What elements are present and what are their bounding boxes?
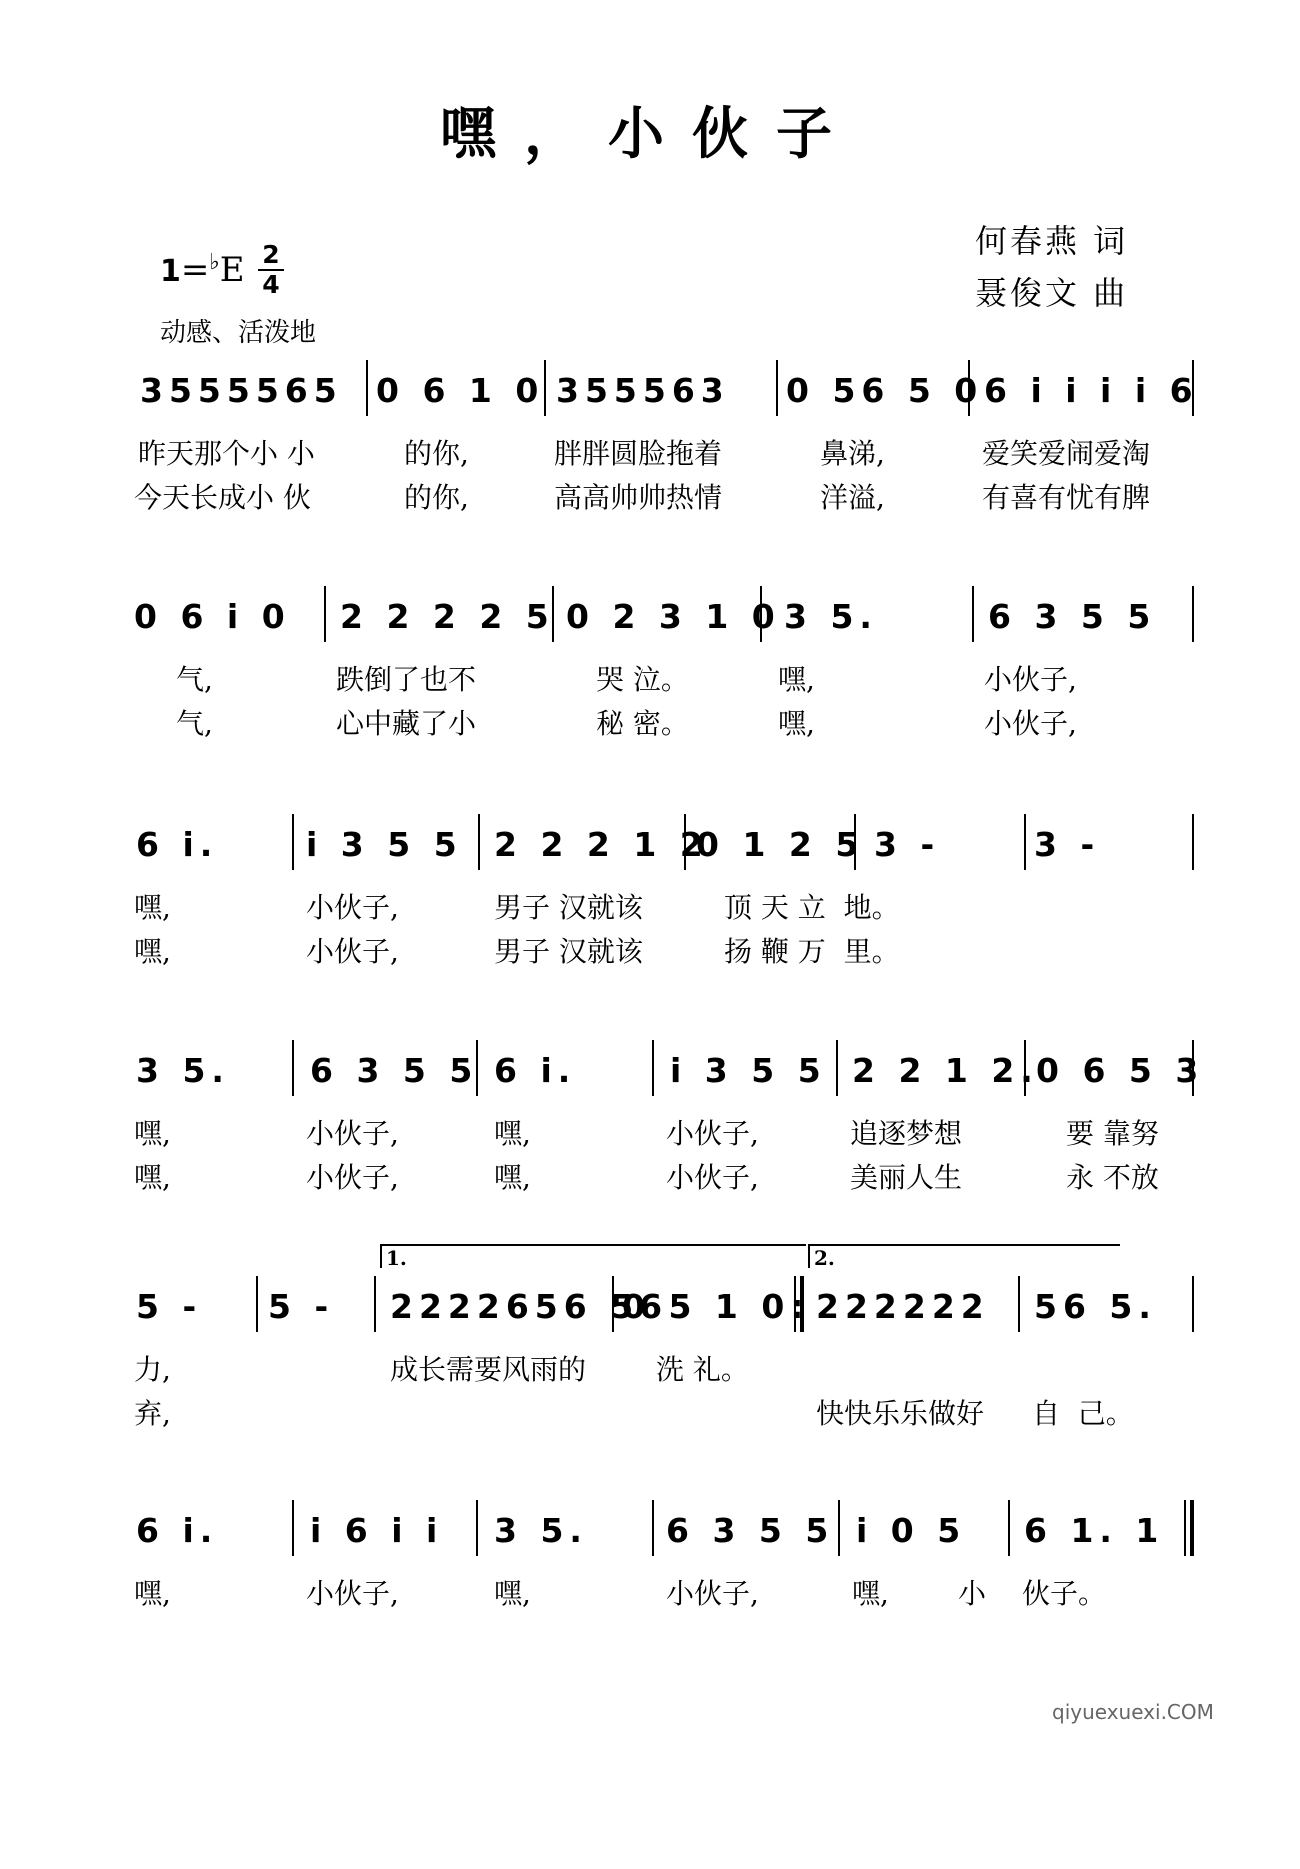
lyric: 嘿, [134,1577,171,1610]
lyric: 鼻涕, [820,437,885,470]
lyric: 嘿, [852,1577,889,1610]
measure: i 3 5 5 [670,1051,827,1090]
measure: 2 2 1 2. [852,1051,1039,1090]
lyric: 嘿, [134,935,171,968]
lyric: 嘿, [494,1117,531,1150]
measure: 222222 [816,1287,990,1326]
measure: 6 3 5 5 [988,597,1157,636]
flat-sign: ♭ [209,250,220,275]
measure: 6 3 5 5 [310,1051,479,1090]
lyrics-verse-1 [0,1348,1300,1388]
measure: 6 i. [494,1051,577,1090]
measure: 0 5 1 0: [622,1287,810,1326]
credits [975,215,1128,319]
lyric: 爱笑爱闹爱淘 [982,437,1151,470]
lyric: 嘿, [494,1577,531,1610]
composer-credit: 聂俊文 曲 [975,274,1129,312]
measure: 0 6 5 3 [1036,1051,1205,1090]
lyric: 洋溢, [820,481,885,514]
lyric: 小伙子, [306,935,399,968]
lyric: 自 己。 [1032,1397,1134,1430]
lyric: 男子 汉就该 [494,935,643,968]
lyrics-verse-1 [0,658,1300,698]
notes-row [0,1284,1300,1330]
lyric: 洗 礼。 [656,1353,749,1386]
measure: 2 2 2 2 5 [340,597,555,636]
lyric: 嘿, [778,663,815,696]
lyrics-verse-2 [0,930,1300,970]
lyric: 气, [176,707,213,740]
lyric: 快快乐乐做好 [816,1397,985,1430]
measure: 3 5. [494,1511,588,1550]
measure: i 3 5 5 [306,825,463,864]
lyric: 气, [176,663,213,696]
time-signature [258,242,284,298]
lyric: 胖胖圆脸拖着 [554,437,723,470]
lyric: 小伙子, [306,891,399,924]
tempo-marking: 动感、活泼地 [160,318,317,348]
key-equals: = [180,250,210,290]
measure: i 6 i i [310,1511,444,1550]
measure: 3 - [874,825,941,864]
measure: 6 i i i i 6 [984,371,1199,410]
measure: 355563 [556,371,730,410]
lyric: 成长需要风雨的 [390,1353,587,1386]
measure: 6 1. 1 [1024,1511,1165,1550]
lyric: 男子 汉就该 [494,891,643,924]
notes-row [0,594,1300,640]
key-signature [160,250,245,290]
measure: 3555565 [140,371,343,410]
lyric: 小伙子, [984,707,1077,740]
lyricist-credit: 何春燕 词 [975,222,1129,260]
measure: 0 2 3 1 0 [566,597,781,636]
lyric: 昨天那个小 小 [138,437,315,470]
measure: 6 i. [136,1511,219,1550]
time-signature-top: 2 [262,240,280,269]
measure: 56 5. [1034,1287,1157,1326]
lyric: 跌倒了也不 [336,663,477,696]
lyrics-verse-2 [0,702,1300,742]
lyrics-verse-1 [0,432,1300,472]
measure: 3 5. [784,597,878,636]
lyrics-verse-2 [0,1156,1300,1196]
lyric: 有喜有忧有脾 [982,481,1151,514]
lyric: 嘿, [134,1117,171,1150]
measure: 2222656 56 [390,1287,669,1326]
measure: 6 i. [136,825,219,864]
volta-second-ending: 2. [808,1244,1120,1268]
lyric: 嘿, [494,1161,531,1194]
song-title: 嘿，小伙子 [440,101,860,167]
lyric: 小伙子, [666,1161,759,1194]
measure: 5 - [136,1287,203,1326]
lyric: 永 不放 [1066,1161,1159,1194]
lyric: 伙子。 [1022,1577,1107,1610]
lyric: 小伙子, [306,1161,399,1194]
measure: 3 - [1034,825,1101,864]
lyric: 嘿, [134,891,171,924]
notes-row [0,1508,1300,1554]
lyrics-verse-2 [0,1392,1300,1432]
lyric: 秘 密。 [596,707,689,740]
measure: 0 56 5 0 [786,371,984,410]
measure: 0 6 1 0 [376,371,545,410]
lyric: 嘿, [134,1161,171,1194]
key-tonic-number: 1 [160,254,181,289]
key-letter: E [219,250,245,290]
lyrics-verse-1 [0,1572,1300,1612]
lyric: 小 [958,1577,987,1610]
lyric: 要 靠努 [1066,1117,1159,1150]
lyric: 弃, [134,1397,171,1430]
time-signature-bottom: 4 [262,270,280,299]
lyric: 今天长成小 伙 [134,481,311,514]
measure: 3 5. [136,1051,230,1090]
volta-first-ending: 1. [380,1244,806,1268]
watermark: qiyuexuexi.COM [1052,1700,1214,1724]
notes-row [0,368,1300,414]
measure: 5 - [268,1287,335,1326]
notes-row [0,822,1300,868]
notes-row [0,1048,1300,1094]
lyric: 美丽人生 [850,1161,963,1194]
measure: 0 1 2 5 [696,825,865,864]
lyric: 力, [134,1353,171,1386]
lyric: 小伙子, [666,1117,759,1150]
measure: i 0 5 [856,1511,967,1550]
lyric: 哭 泣。 [596,663,689,696]
lyric: 小伙子, [666,1577,759,1610]
measure: 6 3 5 5 [666,1511,835,1550]
lyric: 小伙子, [984,663,1077,696]
lyrics-verse-1 [0,886,1300,926]
lyric: 顶 天 立 地。 [724,891,900,924]
lyric: 小伙子, [306,1117,399,1150]
measure: 2 2 2 1 2 [494,825,709,864]
lyric: 小伙子, [306,1577,399,1610]
lyric: 的你, [404,481,469,514]
measure: 0 6 i 0 [134,597,291,636]
lyrics-verse-1 [0,1112,1300,1152]
lyrics-verse-2 [0,476,1300,516]
lyric: 高高帅帅热情 [554,481,723,514]
lyric: 追逐梦想 [850,1117,963,1150]
lyric: 的你, [404,437,469,470]
lyric: 扬 鞭 万 里。 [724,935,900,968]
lyric: 心中藏了小 [336,707,477,740]
lyric: 嘿, [778,707,815,740]
